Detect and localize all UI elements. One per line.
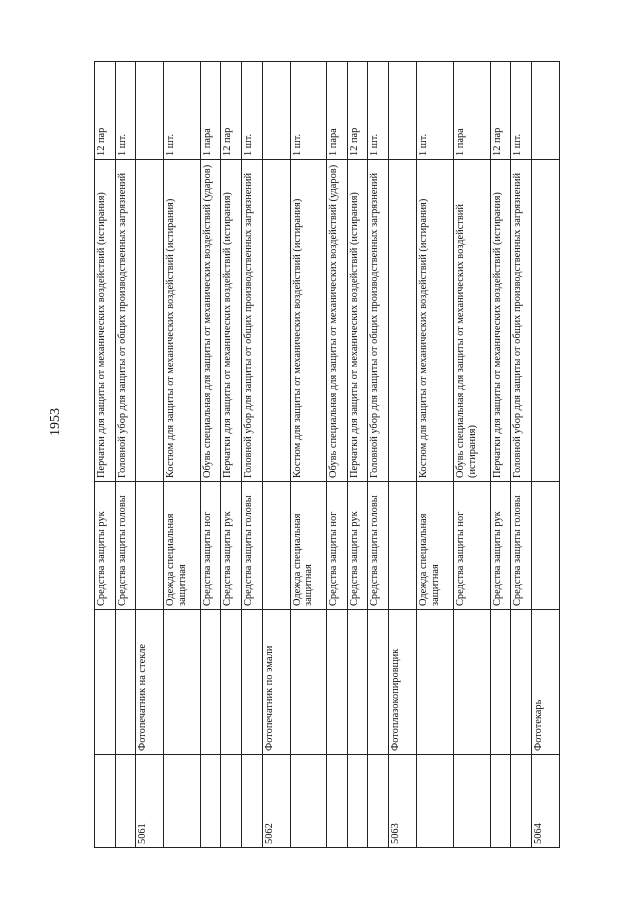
code-cell bbox=[417, 755, 454, 848]
ppe-type-cell: Одежда специальная защитная bbox=[417, 482, 454, 610]
profession-cell bbox=[200, 610, 221, 755]
ppe-description-cell bbox=[389, 160, 417, 482]
profession-row bbox=[532, 62, 560, 848]
ppe-type-cell bbox=[262, 482, 290, 610]
profession-cell: Фотопечатник на стекле bbox=[136, 610, 164, 755]
ppe-type-cell: Средства защиты ног bbox=[453, 482, 490, 610]
ppe-type-cell: Средства защиты рук bbox=[347, 482, 368, 610]
norm-cell: 1 пара bbox=[327, 62, 348, 160]
table-row bbox=[511, 62, 532, 848]
code-cell bbox=[368, 755, 389, 848]
code-cell: 5061 bbox=[136, 755, 164, 848]
ppe-description-cell: Обувь специальная для защиты от механических воздействий (ударов) bbox=[200, 160, 221, 482]
ppe-type-cell bbox=[532, 482, 560, 610]
profession-row bbox=[262, 62, 290, 848]
profession-cell: Фотопечатник по эмали bbox=[262, 610, 290, 755]
code-cell bbox=[490, 755, 511, 848]
table-row bbox=[95, 62, 116, 848]
norm-cell: 12 пар bbox=[221, 62, 242, 160]
norm-cell: 1 шт. bbox=[290, 62, 327, 160]
norm-cell: 1 шт. bbox=[115, 62, 136, 160]
norm-cell: 1 шт. bbox=[164, 62, 201, 160]
ppe-type-cell: Средства защиты головы bbox=[511, 482, 532, 610]
ppe-norms-table-body bbox=[95, 62, 560, 848]
profession-cell bbox=[347, 610, 368, 755]
ppe-description-cell: Головной убор для защиты от общих производственных загрязнений bbox=[511, 160, 532, 482]
code-cell bbox=[164, 755, 201, 848]
ppe-type-cell: Средства защиты головы bbox=[242, 482, 263, 610]
ppe-description-cell bbox=[532, 160, 560, 482]
profession-cell: Фотоплазокопировщик bbox=[389, 610, 417, 755]
ppe-description-cell: Костюм для защиты от механических воздействий (истирания) bbox=[417, 160, 454, 482]
norm-cell: 12 пар bbox=[347, 62, 368, 160]
table-row bbox=[453, 62, 490, 848]
table-row bbox=[290, 62, 327, 848]
table-row bbox=[490, 62, 511, 848]
ppe-type-cell: Средства защиты ног bbox=[327, 482, 348, 610]
ppe-norms-table bbox=[94, 61, 560, 848]
profession-cell bbox=[95, 610, 116, 755]
norm-cell: 12 пар bbox=[95, 62, 116, 160]
norm-cell bbox=[389, 62, 417, 160]
ppe-type-cell: Одежда специальная защитная bbox=[164, 482, 201, 610]
profession-cell bbox=[327, 610, 348, 755]
ppe-description-cell: Перчатки для защиты от механических воздействий (истирания) bbox=[95, 160, 116, 482]
ppe-description-cell bbox=[136, 160, 164, 482]
norm-cell: 1 шт. bbox=[242, 62, 263, 160]
profession-cell bbox=[164, 610, 201, 755]
norm-cell: 12 пар bbox=[490, 62, 511, 160]
profession-cell bbox=[368, 610, 389, 755]
ppe-description-cell: Костюм для защиты от механических воздействий (истирания) bbox=[164, 160, 201, 482]
ppe-type-cell: Средства защиты головы bbox=[115, 482, 136, 610]
profession-cell bbox=[290, 610, 327, 755]
ppe-description-cell: Перчатки для защиты от механических воздействий (истирания) bbox=[347, 160, 368, 482]
ppe-type-cell: Средства защиты головы bbox=[368, 482, 389, 610]
ppe-type-cell bbox=[389, 482, 417, 610]
ppe-type-cell: Средства защиты ног bbox=[200, 482, 221, 610]
code-cell bbox=[200, 755, 221, 848]
table-row bbox=[417, 62, 454, 848]
ppe-type-cell: Средства защиты рук bbox=[490, 482, 511, 610]
code-cell bbox=[290, 755, 327, 848]
ppe-description-cell: Обувь специальная для защиты от механических воздействий (истирания) bbox=[453, 160, 490, 482]
profession-cell bbox=[115, 610, 136, 755]
profession-cell bbox=[242, 610, 263, 755]
profession-cell: Фототекарь bbox=[532, 610, 560, 755]
ppe-type-cell: Одежда специальная защитная bbox=[290, 482, 327, 610]
ppe-description-cell: Головной убор для защиты от общих производственных загрязнений bbox=[115, 160, 136, 482]
norm-cell: 1 пара bbox=[453, 62, 490, 160]
table-row bbox=[327, 62, 348, 848]
table-row bbox=[347, 62, 368, 848]
code-cell: 5063 bbox=[389, 755, 417, 848]
code-cell bbox=[347, 755, 368, 848]
table-row bbox=[242, 62, 263, 848]
page-number: 1953 bbox=[48, 408, 63, 436]
ppe-type-cell: Средства защиты рук bbox=[95, 482, 116, 610]
ppe-description-cell bbox=[262, 160, 290, 482]
ppe-description-cell: Перчатки для защиты от механических воздействий (истирания) bbox=[490, 160, 511, 482]
code-cell bbox=[511, 755, 532, 848]
code-cell: 5064 bbox=[532, 755, 560, 848]
profession-cell bbox=[490, 610, 511, 755]
ppe-description-cell: Головной убор для защиты от общих производственных загрязнений bbox=[368, 160, 389, 482]
rotated-table-container bbox=[94, 62, 560, 848]
code-cell bbox=[242, 755, 263, 848]
table-row bbox=[200, 62, 221, 848]
ppe-description-cell: Головной убор для защиты от общих производственных загрязнений bbox=[242, 160, 263, 482]
profession-cell bbox=[511, 610, 532, 755]
code-cell bbox=[453, 755, 490, 848]
code-cell bbox=[95, 755, 116, 848]
ppe-type-cell: Средства защиты рук bbox=[221, 482, 242, 610]
code-cell bbox=[327, 755, 348, 848]
table-row bbox=[115, 62, 136, 848]
code-cell: 5062 bbox=[262, 755, 290, 848]
profession-cell bbox=[417, 610, 454, 755]
profession-cell bbox=[453, 610, 490, 755]
code-cell bbox=[115, 755, 136, 848]
profession-cell bbox=[221, 610, 242, 755]
ppe-description-cell: Костюм для защиты от механических воздействий (истирания) bbox=[290, 160, 327, 482]
table-row bbox=[164, 62, 201, 848]
table-row bbox=[368, 62, 389, 848]
profession-row bbox=[136, 62, 164, 848]
norm-cell: 1 шт. bbox=[368, 62, 389, 160]
norm-cell: 1 шт. bbox=[511, 62, 532, 160]
norm-cell bbox=[262, 62, 290, 160]
code-cell bbox=[221, 755, 242, 848]
norm-cell bbox=[532, 62, 560, 160]
ppe-type-cell bbox=[136, 482, 164, 610]
ppe-description-cell: Перчатки для защиты от механических воздействий (истирания) bbox=[221, 160, 242, 482]
table-row bbox=[221, 62, 242, 848]
norm-cell: 1 шт. bbox=[417, 62, 454, 160]
norm-cell: 1 пара bbox=[200, 62, 221, 160]
profession-row bbox=[389, 62, 417, 848]
ppe-description-cell: Обувь специальная для защиты от механических воздействий (ударов) bbox=[327, 160, 348, 482]
norm-cell bbox=[136, 62, 164, 160]
